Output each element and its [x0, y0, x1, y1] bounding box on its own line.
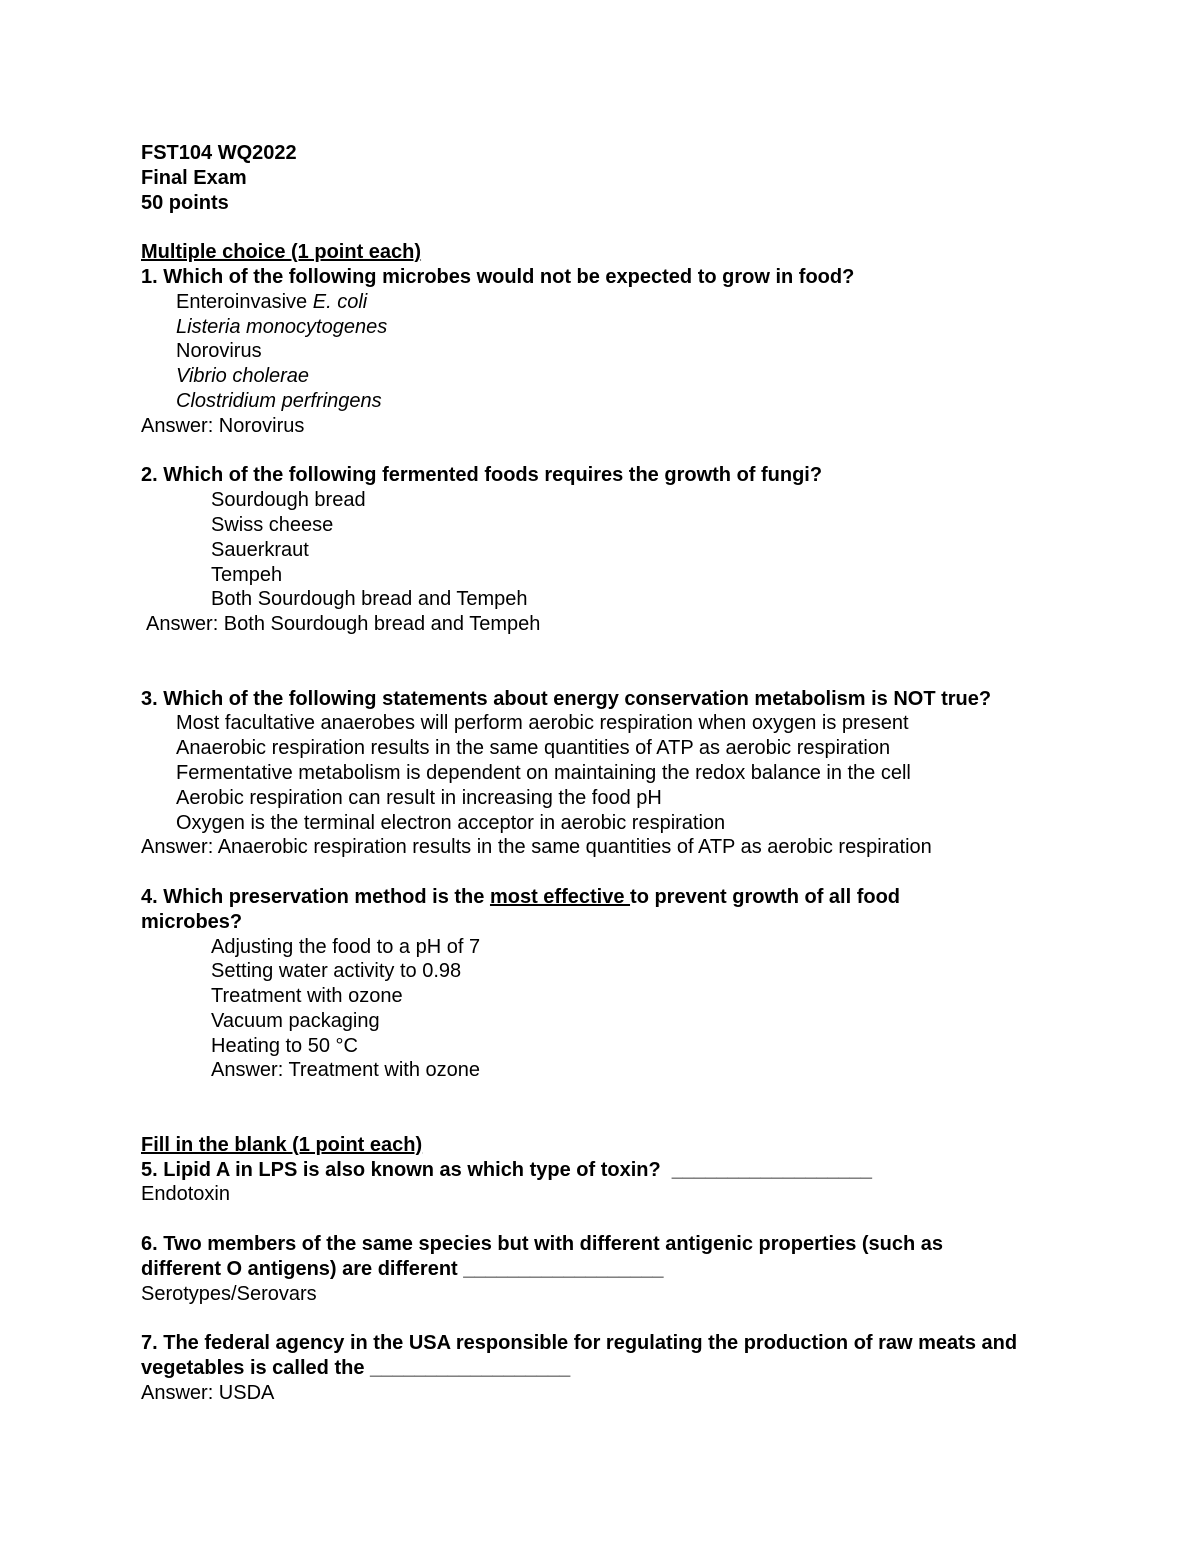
- q1-option-5: Clostridium perfringens: [176, 389, 382, 412]
- q4-option-1: Adjusting the food to a pH of 7: [211, 935, 481, 958]
- q1-option-4: Vibrio cholerae: [176, 365, 310, 388]
- q2-option-2: Swiss cheese: [211, 513, 334, 536]
- q1-option-1: [141, 290, 1101, 315]
- exam-title: Final Exam: [141, 166, 247, 189]
- q2-answer: Answer: Both Sourdough bread and Tempeh: [146, 613, 541, 636]
- q6-answer: Serotypes/Serovars: [141, 1282, 317, 1305]
- question-7: 7. The federal agency in the USA responsible for regulating the production of raw meats and vegetables is called the __________________: [141, 1332, 1018, 1380]
- q3-option-5: Oxygen is the terminal electron acceptor in aerobic respiration: [176, 811, 726, 834]
- q4-question-emphasis: most effective: [489, 885, 631, 908]
- question-5: 5. Lipid A in LPS is also known as which type of toxin? __________________: [141, 1158, 873, 1181]
- q4-answer: Answer: Treatment with ozone: [211, 1059, 481, 1082]
- q1-option-2: Listeria monocytogenes: [176, 315, 388, 338]
- section-heading-fill-in-blank: Fill in the blank (1 point each): [141, 1133, 423, 1156]
- q4-option-3: Treatment with ozone: [211, 985, 403, 1008]
- question-3: 3. Which of the following statements about energy conservation metabolism is NOT true?: [141, 687, 992, 710]
- q3-option-1: Most facultative anaerobes will perform aerobic respiration when oxygen is present: [176, 712, 909, 735]
- q2-option-4: Tempeh: [211, 563, 283, 586]
- q4-question-end: to prevent growth of all food microbes?: [141, 885, 901, 933]
- q3-answer: Answer: Anaerobic respiration results in the same quantities of ATP as aerobic respiration: [141, 836, 932, 859]
- q1-option-1-italic: E. coli: [312, 290, 368, 313]
- section-heading-multiple-choice: Multiple choice (1 point each): [141, 241, 422, 264]
- q4-option-2: Setting water activity to 0.98: [211, 960, 462, 983]
- q4-option-5: Heating to 50 °C: [211, 1034, 358, 1057]
- q4-question-start: 4. Which preservation method is the: [141, 885, 490, 908]
- question-2: 2. Which of the following fermented foods requires the growth of fungi?: [141, 464, 823, 487]
- q4-option-4: Vacuum packaging: [211, 1009, 380, 1032]
- q2-option-5: Both Sourdough bread and Tempeh: [211, 588, 528, 611]
- course-title: FST104 WQ2022: [141, 142, 297, 164]
- q5-answer: Endotoxin: [141, 1183, 230, 1206]
- q3-option-4: Aerobic respiration can result in increasing the food pH: [176, 786, 662, 809]
- q2-option-1: Sourdough bread: [211, 489, 366, 512]
- q1-option-1-text: Enteroinvasive: [176, 290, 313, 313]
- q7-answer: Answer: USDA: [141, 1381, 275, 1404]
- q3-option-2: Anaerobic respiration results in the same quantities of ATP as aerobic respiration: [176, 737, 891, 760]
- q2-option-3: Sauerkraut: [211, 538, 309, 561]
- exam-points: 50 points: [141, 191, 229, 214]
- exam-page: [141, 141, 1101, 1406]
- question-6: 6. Two members of the same species but with different antigenic properties (such as different O antigens) are different __________________: [141, 1233, 944, 1280]
- question-1: 1. Which of the following microbes would not be expected to grow in food?: [141, 265, 855, 288]
- question-4: [141, 885, 981, 935]
- q3-option-3: Fermentative metabolism is dependent on maintaining the redox balance in the cell: [176, 761, 911, 784]
- q1-answer: Answer: Norovirus: [141, 414, 305, 437]
- q1-option-3: Norovirus: [176, 340, 262, 363]
